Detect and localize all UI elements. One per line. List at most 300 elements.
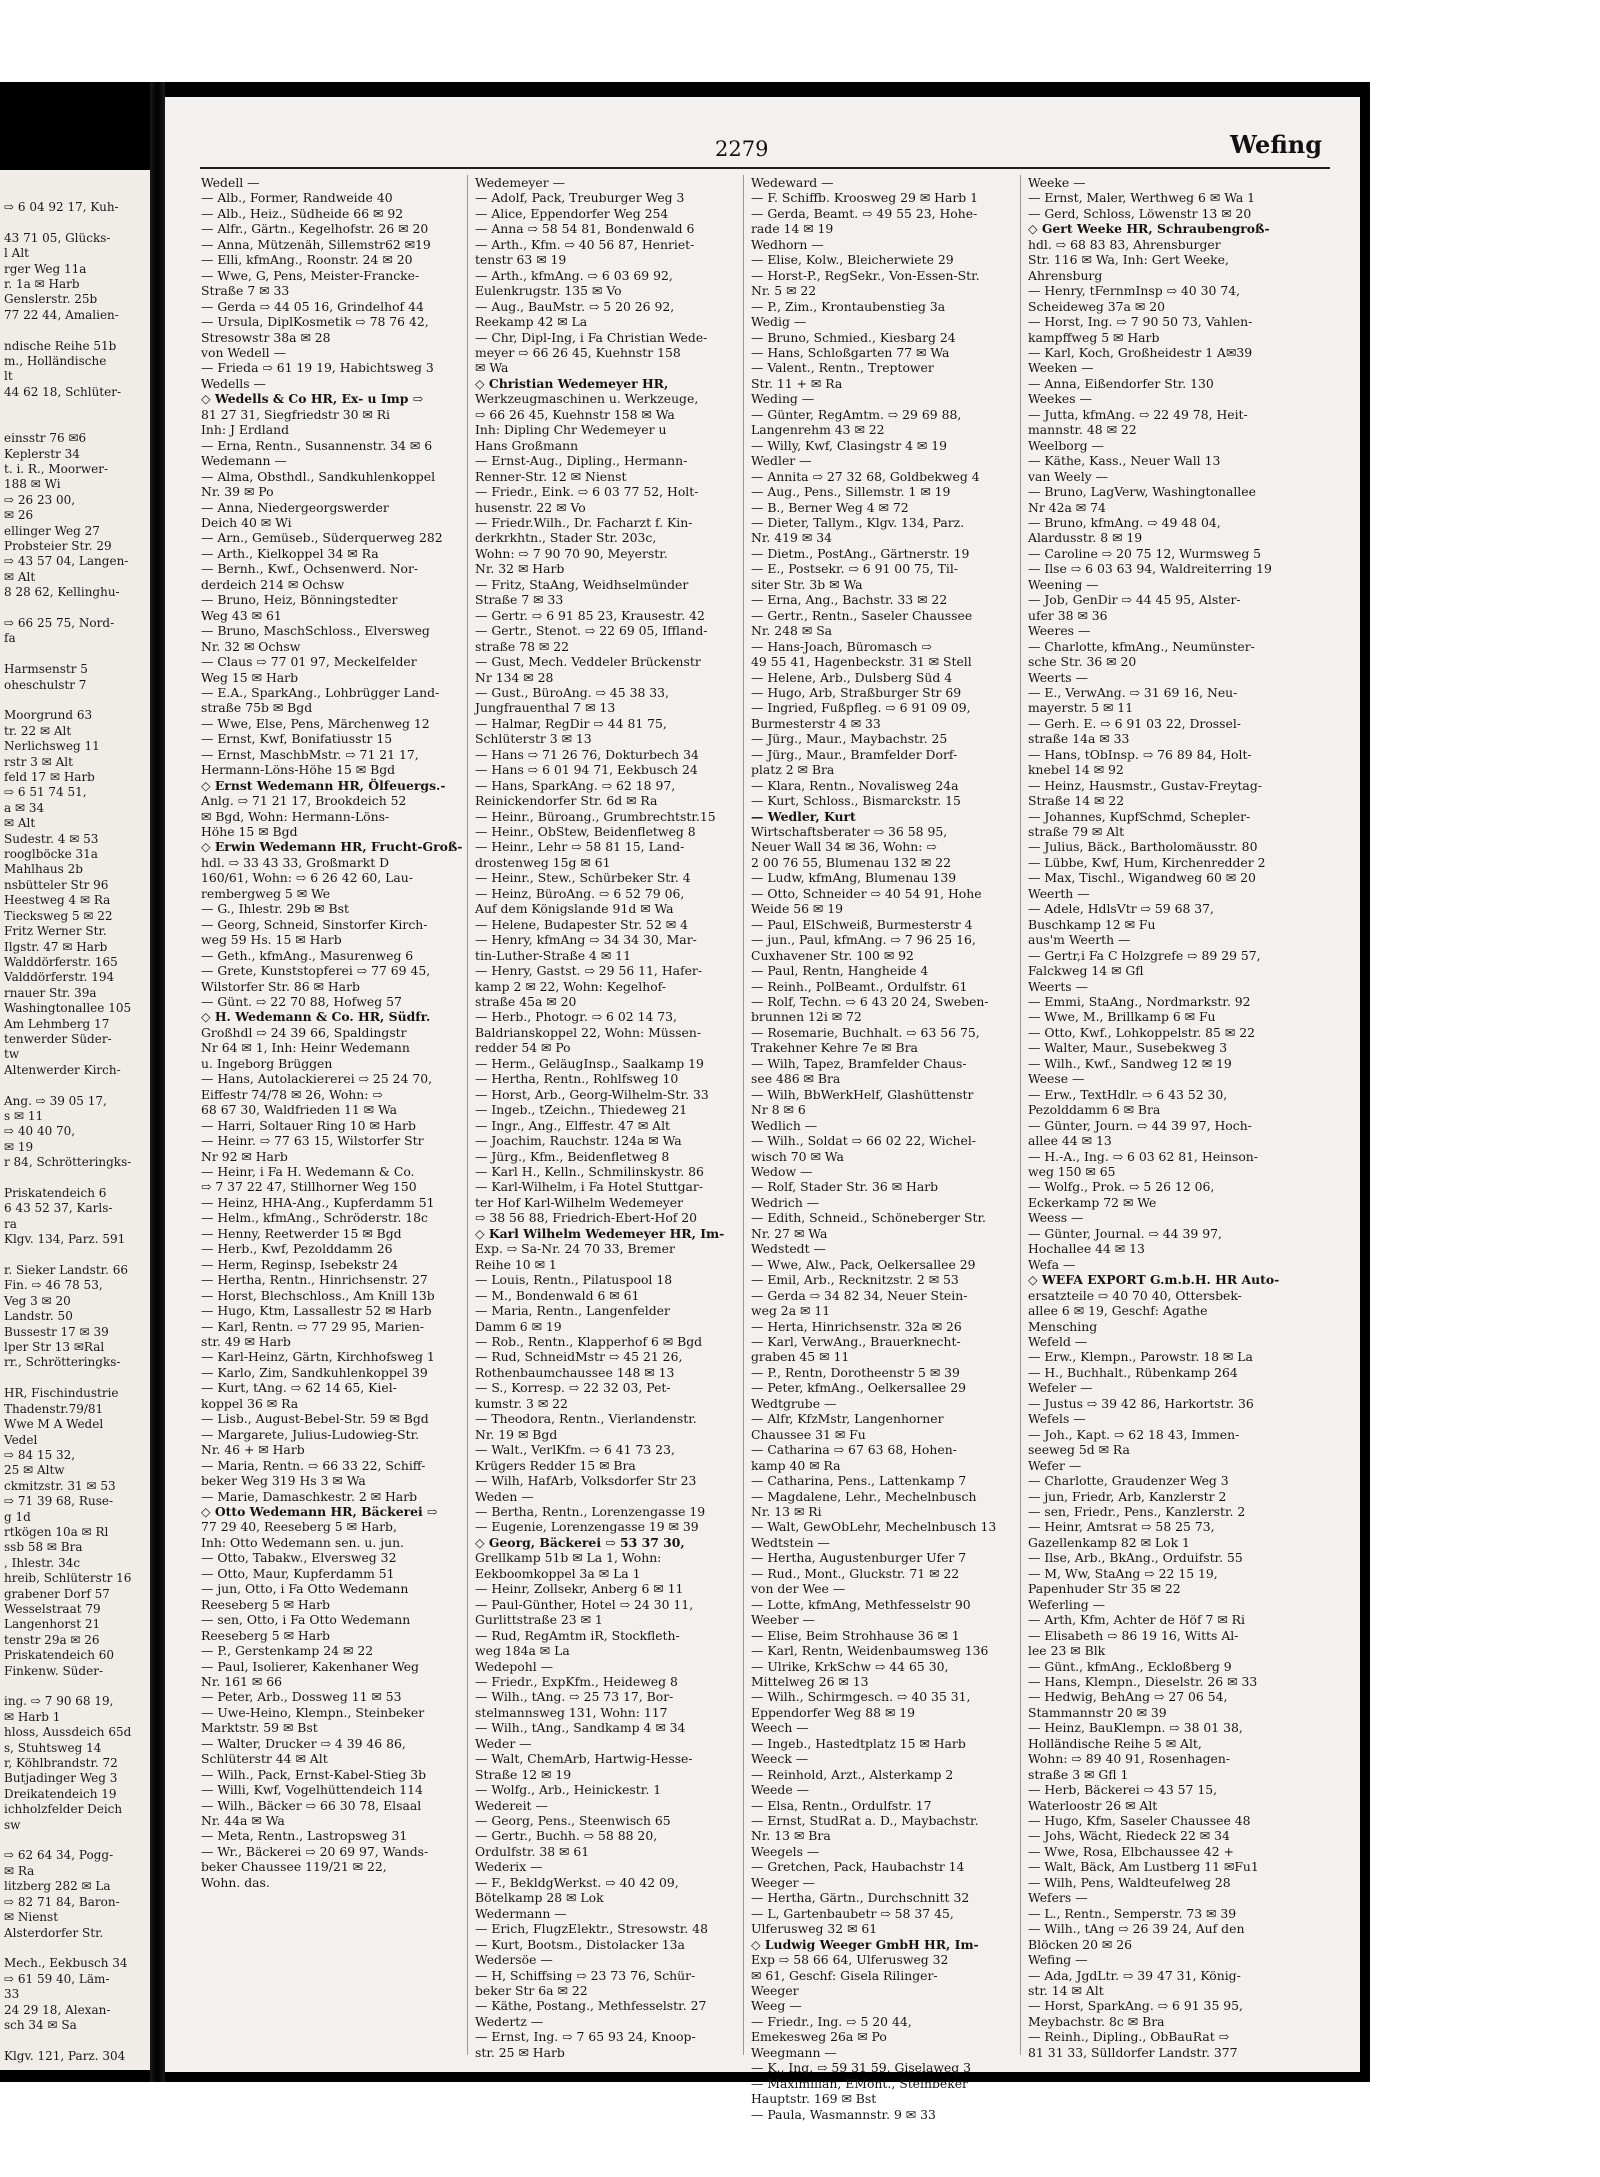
left-fragment-line: Finkenw. Süder- [4, 1663, 103, 1678]
left-fragment-line: Valddörferstr. 194 [4, 970, 115, 985]
directory-line: Wefer — [1028, 1457, 1082, 1473]
directory-line: — Heinr., ObStew, Beidenfletweg 8 [475, 824, 696, 840]
directory-line: — Wwe, M., Brillkamp 6 ✉ Fu [1028, 1009, 1216, 1025]
directory-line: Damm 6 ✉ 19 [475, 1318, 562, 1334]
directory-line: — H.-A., Ing. ⇨ 6 03 62 81, Heinson- [1028, 1148, 1258, 1164]
directory-line: — Günter, Journ. ⇨ 44 39 97, Hoch- [1028, 1117, 1252, 1133]
directory-line: — B., Berner Weg 4 ✉ 72 [751, 499, 909, 515]
directory-line: — Gerda ⇨ 44 05 16, Grindelhof 44 [201, 298, 424, 314]
left-fragment-line: s, Stuhtsweg 14 [4, 1740, 102, 1755]
directory-line: Reeseberg 5 ✉ Harb [201, 1627, 330, 1643]
directory-line: Ahrensburg [1028, 267, 1103, 283]
left-fragment-line: Sudestr. 4 ✉ 53 [4, 831, 99, 846]
directory-line: — Rosemarie, Buchhalt. ⇨ 63 56 75, [751, 1024, 980, 1040]
directory-line: Reekamp 42 ✉ La [475, 314, 588, 330]
directory-line: Nr. 32 ✉ Harb [475, 561, 565, 577]
directory-line: — H., Buchhalt., Rübenkamp 264 [1028, 1364, 1238, 1380]
directory-line: — E.A., SparkAng., Lohbrügger Land- [201, 684, 440, 700]
directory-line: — Rob., Rentn., Klapperhof 6 ✉ Bgd [475, 1333, 703, 1349]
directory-line: — E., Postsekr. ⇨ 6 91 00 75, Til- [751, 561, 959, 577]
column-divider [743, 175, 744, 2055]
directory-line: weg 184a ✉ La [475, 1643, 570, 1659]
directory-line: — Heinz, Hausmstr., Gustav-Freytag- [1028, 777, 1262, 793]
directory-line: Mittelweg 26 ✉ 13 [751, 1673, 869, 1689]
directory-line: husenstr. 22 ✉ Vo [475, 499, 586, 515]
left-fragment-line: tenwerder Süder- [4, 1031, 112, 1046]
directory-line: — Helene, Budapester Str. 52 ✉ 4 [475, 916, 688, 932]
left-fragment-line: grabener Dorf 57 [4, 1586, 110, 1601]
left-fragment-line: hreib, Schlüterstr 16 [4, 1571, 132, 1586]
left-fragment-line [4, 647, 150, 662]
left-fragment-line: rger Weg 11a [4, 261, 87, 276]
directory-line: Weide 56 ✉ 19 [751, 901, 844, 917]
directory-line: — P., Zim., Krontaubenstieg 3a [751, 298, 946, 314]
directory-line: ✉ 61, Geschf: Gisela Rilinger- [751, 1967, 938, 1983]
directory-line: Wirtschaftsberater ⇨ 36 58 95, [751, 824, 948, 840]
directory-line: tenstr 63 ✉ 19 [475, 252, 567, 268]
directory-line: — Uwe-Heino, Klempn., Steinbeker [201, 1704, 425, 1720]
directory-line: Holländische Reihe 5 ✉ Alt, [1028, 1735, 1202, 1751]
directory-line: — Klara, Rentn., Novalisweg 24a [751, 777, 959, 793]
directory-line: — Wedler, Kurt [751, 808, 856, 824]
directory-line: — Elise, Beim Strohhause 36 ✉ 1 [751, 1627, 960, 1643]
directory-line: — Walt, ChemArb, Hartwig-Hesse- [475, 1751, 693, 1767]
left-fragment-line: 25 ✉ Altw [4, 1463, 65, 1478]
directory-line: — Maria, Rentn. ⇨ 66 33 22, Schiff- [201, 1457, 426, 1473]
directory-line: Ulferusweg 32 ✉ 61 [751, 1921, 878, 1937]
directory-line: — Hedwig, BehAng ⇨ 27 06 54, [1028, 1689, 1228, 1705]
directory-line: brunnen 12i ✉ 72 [751, 1009, 862, 1025]
directory-line: beker Weg 319 Hs 3 ✉ Wa [201, 1473, 366, 1489]
directory-line: 77 29 40, Reeseberg 5 ✉ Harb, [201, 1519, 397, 1535]
directory-line: — Arth., kfmAng. ⇨ 6 03 69 92, [475, 267, 673, 283]
directory-line: siter Str. 3b ✉ Wa [751, 576, 863, 592]
directory-line: ◇ Gert Weeke HR, Schraubengroß- [1028, 221, 1270, 237]
directory-line: Krügers Redder 15 ✉ Bra [475, 1457, 636, 1473]
directory-line: — Peter, Arb., Dossweg 11 ✉ 53 [201, 1689, 402, 1705]
directory-line: — H, Schiffsing ⇨ 23 73 76, Schür- [475, 1967, 696, 1983]
directory-line: — Kurt, Schloss., Bismarckstr. 15 [751, 793, 961, 809]
directory-line: Wedersöe — [475, 1952, 553, 1968]
directory-line: — Bertha, Rentn., Lorenzengasse 19 [475, 1503, 706, 1519]
directory-line: — Gertr., Rentn., Saseler Chaussee [751, 607, 973, 623]
directory-line: Weede — [751, 1782, 809, 1798]
directory-line: allee 44 ✉ 13 [1028, 1133, 1112, 1149]
left-fragment-line: r, Köhlbrandstr. 72 [4, 1756, 118, 1771]
directory-line: — sen, Friedr., Pens., Kanzlerstr. 2 [1028, 1503, 1246, 1519]
directory-line: Rothenbaumchaussee 148 ✉ 13 [475, 1364, 675, 1380]
directory-line: 49 55 41, Hagenbeckstr. 31 ✉ Stell [751, 654, 972, 670]
directory-line: Inh: Dipling Chr Wedemeyer u [475, 422, 667, 438]
directory-line: — Karl, Rentn. ⇨ 77 29 95, Marien- [201, 1318, 425, 1334]
directory-line: — Ursula, DiplKosmetik ⇨ 78 76 42, [201, 314, 429, 330]
directory-line: kamp 2 ✉ 22, Wohn: Kegelhof- [475, 978, 666, 994]
directory-line: ⇨ 38 56 88, Friedrich-Ebert-Hof 20 [475, 1210, 698, 1226]
directory-line: von der Wee — [751, 1581, 846, 1597]
left-fragment-line: Vedel [4, 1432, 38, 1447]
directory-line: — Rud., Mont., Gluckstr. 71 ✉ 22 [751, 1565, 960, 1581]
directory-line: Gazellenkamp 82 ✉ Lok 1 [1028, 1534, 1190, 1550]
directory-line: mayerstr. 5 ✉ 11 [1028, 700, 1134, 716]
page-number: 2279 [715, 137, 769, 161]
directory-line: — Gerh. E. ⇨ 6 91 03 22, Drossel- [1028, 715, 1241, 731]
directory-line: — Erich, FlugzElektr., Stresowstr. 48 [475, 1921, 708, 1937]
directory-line: Wohn: ⇨ 7 90 70 90, Meyerstr. [475, 545, 668, 561]
directory-line: Str. 11 + ✉ Ra [751, 375, 843, 391]
left-fragment-line [4, 601, 150, 616]
directory-line: — Max, Tischl., Wigandweg 60 ✉ 20 [1028, 870, 1256, 886]
left-fragment-line: ssb 58 ✉ Bra [4, 1540, 83, 1555]
directory-line: — Alb., Heiz., Südheide 66 ✉ 92 [201, 205, 404, 221]
left-fragment-line [4, 323, 150, 338]
directory-line: — Emil, Arb., Recknitzstr. 2 ✉ 53 [751, 1272, 959, 1288]
directory-line: — Bruno, Heiz, Bönningstedter [201, 592, 398, 608]
directory-line: Wedler — [751, 453, 812, 469]
directory-line: seeweg 5d ✉ Ra [1028, 1442, 1130, 1458]
directory-line: — Karl, Rentn, Weidenbaumsweg 136 [751, 1643, 989, 1659]
directory-line: — Walt, Bäck, Am Lustberg 11 ✉Fu1 [1028, 1859, 1259, 1875]
directory-line: — Ingr., Ang., Elffestr. 47 ✉ Alt [475, 1117, 671, 1133]
directory-line: — Walter, Drucker ⇨ 4 39 46 86, [201, 1735, 406, 1751]
directory-line: — Hans ⇨ 71 26 76, Dokturbech 34 [475, 746, 699, 762]
directory-line: — Günter, Journal. ⇨ 44 39 97, [1028, 1225, 1222, 1241]
directory-line: Pezolddamm 6 ✉ Bra [1028, 1102, 1161, 1118]
directory-line: — Louis, Rentn., Pilatuspool 18 [475, 1272, 673, 1288]
left-fragment-line: einsstr 76 ✉6 [4, 431, 87, 446]
directory-line: — Paul, ElSchweiß, Burmesterstr 4 [751, 916, 973, 932]
directory-line: Scheideweg 37a ✉ 20 [1028, 298, 1165, 314]
directory-line: — Chr, Dipl-Ing, i Fa Christian Wede- [475, 329, 708, 345]
directory-line: — Heinr., Stew., Schürbeker Str. 4 [475, 870, 691, 886]
left-fragment-line: ✉ Ra [4, 1863, 35, 1878]
left-fragment-line: Walddörferstr. 165 [4, 954, 118, 969]
directory-line: Anlg. ⇨ 71 21 17, Brookdeich 52 [201, 793, 407, 809]
directory-line: Weeber — [751, 1612, 815, 1628]
left-fragment-line: Alsterdorfer Str. [4, 1925, 104, 1940]
directory-line: — Wilh., tAng., Sandkamp 4 ✉ 34 [475, 1720, 686, 1736]
left-fragment-line: lt [4, 369, 13, 384]
directory-line: — Erna, Rentn., Susannenstr. 34 ✉ 6 [201, 437, 433, 453]
directory-line: Ordulfstr. 38 ✉ 61 [475, 1843, 590, 1859]
directory-line: Nr 92 ✉ Harb [201, 1148, 288, 1164]
directory-line: — Wolfg., Prok. ⇨ 5 26 12 06, [1028, 1179, 1215, 1195]
left-fragment-line: Washingtonallee 105 [4, 1001, 132, 1016]
directory-line: — Wilh, BbWerkHelf, Glashüttenstr [751, 1086, 974, 1102]
directory-line: — Hans ⇨ 6 01 94 71, Eekbusch 24 [475, 762, 698, 778]
directory-line: Wefers — [1028, 1890, 1088, 1906]
directory-line: Inh: J Erdland [201, 422, 290, 438]
directory-line: — Ludw, kfmAng, Blumenau 139 [751, 870, 957, 886]
left-fragment-line [4, 1371, 150, 1386]
directory-line: Wedstedt — [751, 1241, 826, 1257]
left-fragment-line: 24 29 18, Alexan- [4, 2002, 111, 2017]
directory-line: Reeseberg 5 ✉ Harb [201, 1596, 330, 1612]
left-fragment-line: ⇨ 43 57 04, Langen- [4, 554, 129, 569]
left-fragment-line: nsbütteler Str 96 [4, 877, 109, 892]
directory-line: — jun, Friedr, Arb, Kanzlerstr 2 [1028, 1488, 1227, 1504]
directory-line: — Wilh, Tapez, Bramfelder Chaus- [751, 1055, 967, 1071]
directory-line: — Gerda, Beamt. ⇨ 49 55 23, Hohe- [751, 205, 978, 221]
directory-line: — Wwe, Alw., Pack, Oelkersallee 29 [751, 1256, 976, 1272]
directory-line: Wefeler — [1028, 1380, 1093, 1396]
left-fragment-line: oheschulstr 7 [4, 677, 87, 692]
directory-line: — Rud, RegAmtm iR, Stockfleth- [475, 1627, 680, 1643]
directory-line: — Jutta, kfmAng. ⇨ 22 49 78, Heit- [1028, 406, 1248, 422]
left-fragment-line: Mahlhaus 2b [4, 862, 83, 877]
directory-line: — Hertha, Augustenburger Ufer 7 [751, 1550, 967, 1566]
directory-line: Schlüterstr 44 ✉ Alt [201, 1751, 328, 1767]
directory-line: — Wolfg., Arb., Heinickestr. 1 [475, 1782, 662, 1798]
directory-line: Nr. 161 ✉ 66 [201, 1673, 282, 1689]
directory-line: wisch 70 ✉ Wa [751, 1148, 844, 1164]
left-fragment-line: l Alt [4, 246, 29, 261]
directory-line: — Gertr., Stenot. ⇨ 22 69 05, Iffland- [475, 623, 708, 639]
directory-line: — Gertr., Buchh. ⇨ 58 88 20, [475, 1828, 658, 1844]
directory-line: — Walt, GewObLehr, Mechelnbusch 13 [751, 1519, 997, 1535]
directory-line: str. 14 ✉ Alt [1028, 1983, 1104, 1999]
directory-line: — Alfr., Gärtn., Kegelhofstr. 26 ✉ 20 [201, 221, 429, 237]
directory-line: ✉ Bgd, Wohn: Hermann-Löns- [201, 808, 390, 824]
directory-line: Stammannstr 20 ✉ 39 [1028, 1704, 1167, 1720]
directory-line: ◇ WEFA EXPORT G.m.b.H. HR Auto- [1028, 1272, 1280, 1288]
directory-line: knebel 14 ✉ 92 [1028, 762, 1124, 778]
directory-line: — Wwe, Rosa, Elbchaussee 42 + [1028, 1843, 1234, 1859]
directory-line: — Heinr, Zollsekr, Anberg 6 ✉ 11 [475, 1581, 684, 1597]
directory-line: — Fritz, StaAng, Weidhselmünder [475, 576, 689, 592]
directory-line: Nr. 13 ✉ Bra [751, 1828, 831, 1844]
directory-line: Nr. 5 ✉ 22 [751, 283, 817, 299]
directory-line: straße 78 ✉ 22 [475, 638, 569, 654]
directory-line: — Margarete, Julius-Ludowieg-Str. [201, 1426, 420, 1442]
directory-line: — Bruno, MaschSchloss., Elversweg [201, 623, 430, 639]
directory-line: — Otto, Tabakw., Elversweg 32 [201, 1550, 397, 1566]
left-fragment-line: Keplerstr 34 [4, 446, 80, 461]
left-fragment-line: ellinger Weg 27 [4, 523, 100, 538]
directory-line: Weder — [475, 1735, 532, 1751]
directory-line: Wefing — [1028, 1952, 1088, 1968]
directory-line: Weegels — [751, 1843, 820, 1859]
directory-line: — Walter, Maur., Susebekweg 3 [1028, 1040, 1228, 1056]
directory-line: — Hans, Klempn., Dieselstr. 26 ✉ 33 [1028, 1673, 1258, 1689]
left-fragment-line: g 1d [4, 1509, 31, 1524]
left-fragment-line: r 84, Schrötteringks- [4, 1155, 132, 1170]
left-fragment-line: ⇨ 66 25 75, Nord- [4, 615, 115, 630]
left-fragment-line: Genslerstr. 25b [4, 292, 98, 307]
directory-line: weg 150 ✉ 65 [1028, 1164, 1116, 1179]
directory-line: Eekboomkoppel 3a ✉ La 1 [475, 1565, 641, 1581]
left-fragment-line: 33 [4, 1987, 20, 2002]
directory-line: von Wedell — [201, 344, 286, 360]
directory-line: lee 23 ✉ Blk [1028, 1643, 1106, 1659]
left-fragment-line: Probsteier Str. 29 [4, 538, 112, 553]
directory-line: Waterloostr 26 ✉ Alt [1028, 1797, 1158, 1813]
directory-line: — Hans, Schloßgarten 77 ✉ Wa [751, 344, 950, 360]
running-title: Wefing [1230, 130, 1322, 159]
directory-line: tin-Luther-Straße 4 ✉ 11 [475, 947, 631, 963]
directory-line: rade 14 ✉ 19 [751, 221, 834, 237]
directory-line: derkrkhtn., Stader Str. 203c, [475, 530, 657, 546]
directory-line: Wedow — [751, 1164, 813, 1179]
directory-line: — F., BekldgWerkst. ⇨ 40 42 09, [475, 1874, 679, 1890]
left-fragment-line: 8 28 62, Kellinghu- [4, 585, 120, 600]
directory-line: kampffweg 5 ✉ Harb [1028, 329, 1160, 345]
directory-line: — Ernst, Maler, Werthweg 6 ✉ Wa 1 [1028, 190, 1256, 206]
left-fragment-line: ichholzfelder Deich [4, 1802, 123, 1817]
directory-line: Wedereit — [475, 1797, 548, 1813]
directory-line: — Bruno, LagVerw, Washingtonallee [1028, 484, 1256, 500]
directory-line: — Elsa, Rentn., Ordulfstr. 17 [751, 1797, 932, 1813]
directory-line: — Joh., Kapt. ⇨ 62 18 43, Immen- [1028, 1426, 1240, 1442]
directory-line: Emekesweg 26a ✉ Po [751, 2029, 887, 2045]
directory-line: — Peter, kfmAng., Oelkersallee 29 [751, 1380, 966, 1396]
left-fragment-line: Moorgrund 63 [4, 708, 93, 723]
directory-line: — Wilh., Bäcker ⇨ 66 30 78, Elsaal [201, 1797, 422, 1813]
directory-line: — Gretchen, Pack, Haubachstr 14 [751, 1859, 965, 1875]
left-fragment-line [4, 1248, 150, 1263]
directory-line: — Ingeb., Hastedtplatz 15 ✉ Harb [751, 1735, 966, 1751]
directory-line: — Johannes, KupfSchmd, Schepler- [1028, 808, 1251, 824]
directory-line: Str. 116 ✉ Wa, Inh: Gert Weeke, [1028, 252, 1229, 268]
directory-line: Mensching [1028, 1318, 1098, 1334]
directory-line: — Friedr., ExpKfm., Heideweg 8 [475, 1673, 678, 1689]
directory-line: koppel 36 ✉ Ra [201, 1395, 299, 1411]
directory-line: ufer 38 ✉ 36 [1028, 607, 1108, 623]
directory-line: Weening — [1028, 576, 1099, 592]
directory-line: — Dieter, Tallym., Klgv. 134, Parz. [751, 514, 965, 530]
directory-line: — Charlotte, kfmAng., Neumünster- [1028, 638, 1255, 654]
directory-line: beker Str 6a ✉ 22 [475, 1983, 588, 1999]
directory-line: Alardusstr. 8 ✉ 19 [1028, 530, 1143, 546]
directory-line: Wefa — [1028, 1256, 1076, 1272]
directory-line: meyer ⇨ 66 26 45, Kuehnstr 158 [475, 344, 681, 360]
directory-line: — Heinz, HHA-Ang., Kupferdamm 51 [201, 1194, 435, 1210]
directory-line: — Wilh, Pens, Waldteufelweg 28 [1028, 1874, 1231, 1890]
directory-line: — Anna, Niedergeorgswerder [201, 499, 389, 515]
directory-line: Wedertz — [475, 2013, 544, 2029]
directory-line: — Willy, Kwf, Clasingstr 4 ✉ 19 [751, 437, 948, 453]
left-fragment-line: Langenhorst 21 [4, 1617, 101, 1632]
left-fragment-line: Heestweg 4 ✉ Ra [4, 893, 111, 908]
directory-line: Wohn: ⇨ 89 40 91, Rosenhagen- [1028, 1751, 1231, 1767]
directory-line: — Alb., Former, Randweide 40 [201, 190, 393, 206]
directory-line: — Caroline ⇨ 20 75 12, Wurmsweg 5 [1028, 545, 1262, 561]
directory-line: — Willi, Kwf, Vogelhüttendeich 114 [201, 1782, 423, 1798]
directory-line: see 486 ✉ Bra [751, 1071, 841, 1087]
left-fragment-line: 6 43 52 37, Karls- [4, 1201, 113, 1216]
directory-line: — Friedr.Wilh., Dr. Facharzt f. Kin- [475, 514, 693, 530]
directory-line: — Karl-Wilhelm, i Fa Hotel Stuttgar- [475, 1179, 704, 1195]
directory-line: Weerth — [1028, 885, 1090, 901]
directory-line: — Reinh., PolBeamt., Ordulfstr. 61 [751, 978, 968, 994]
directory-line: weg 59 Hs. 15 ✉ Harb [201, 932, 342, 948]
directory-line: — Geth., kfmAng., Masurenweg 6 [201, 947, 414, 963]
directory-line: — Johs, Wächt, Riedeck 22 ✉ 34 [1028, 1828, 1230, 1844]
left-fragment-line [4, 1171, 150, 1186]
left-fragment-line: a ✉ 34 [4, 800, 45, 815]
left-fragment-line: Ilgstr. 47 ✉ Harb [4, 939, 108, 954]
directory-line: graben 45 ✉ 11 [751, 1349, 850, 1365]
directory-line: — Walt., VerlKfm. ⇨ 6 41 73 23, [475, 1442, 675, 1458]
directory-line: Wedell — [201, 175, 260, 190]
left-fragment-line: Ang. ⇨ 39 05 17, [4, 1093, 107, 1108]
directory-line: — Wwe, Else, Pens, Märchenweg 12 [201, 715, 430, 731]
directory-line: platz 2 ✉ Bra [751, 762, 835, 778]
left-fragment-line: r. Sieker Landstr. 66 [4, 1263, 128, 1278]
left-fragment-line [4, 1078, 150, 1093]
directory-line: Inh: Otto Wedemann sen. u. jun. [201, 1534, 404, 1550]
left-fragment-line: rstr 3 ✉ Alt [4, 754, 73, 769]
directory-line: — Catharina ⇨ 67 63 68, Hohen- [751, 1442, 957, 1458]
directory-line: Weeg — [751, 1998, 802, 2014]
directory-line: Nr. 44a ✉ Wa [201, 1813, 285, 1829]
directory-line: — Joachim, Rauchstr. 124a ✉ Wa [475, 1133, 682, 1149]
directory-line: Wefels — [1028, 1411, 1086, 1427]
directory-line: ter Hof Karl-Wilhelm Wedemeyer [475, 1194, 684, 1210]
directory-line: — Heinr, Amtsrat ⇨ 58 25 73, [1028, 1519, 1215, 1535]
directory-line: — Marie, Damaschkestr. 2 ✉ Harb [201, 1488, 418, 1504]
directory-line: — Valent., Rentn., Treptower [751, 360, 934, 376]
directory-line: — Justus ⇨ 39 42 86, Harkortstr. 36 [1028, 1395, 1254, 1411]
directory-line: — Wilh., tAng ⇨ 26 39 24, Auf den [1028, 1921, 1245, 1937]
left-fragment-line: Nerlichsweg 11 [4, 739, 100, 754]
directory-line: — Arth, Kfm, Achter de Höf 7 ✉ Ri [1028, 1612, 1245, 1628]
directory-line: — Karl, Koch, Großheidestr 1 A✉39 [1028, 344, 1253, 360]
directory-line: — Gertr,i Fa C Holzgrefe ⇨ 89 29 57, [1028, 947, 1261, 963]
left-fragment-line: sw [4, 1817, 21, 1832]
directory-line: — Henry, Gastst. ⇨ 29 56 11, Hafer- [475, 963, 703, 979]
directory-line: — Heinr, i Fa H. Wedemann & Co. [201, 1164, 415, 1179]
directory-line: Meybachstr. 8c ✉ Bra [1028, 2013, 1165, 2029]
left-fragment-line: Klgv. 121, Parz. 304 [4, 2048, 126, 2063]
directory-line: Hauptstr. 169 ✉ Bst [751, 2091, 877, 2107]
directory-line: Weeres — [1028, 623, 1091, 639]
directory-line: — Friedr., Ing. ⇨ 5 20 44, [751, 2013, 912, 2029]
directory-line: Nr 64 ✉ 1, Inh: Heinr Wedemann [201, 1040, 410, 1056]
directory-line: Nr. 27 ✉ Wa [751, 1225, 828, 1241]
left-fragment-line: 43 71 05, Glücks- [4, 230, 111, 245]
directory-line: — Halmar, RegDir ⇨ 44 81 75, [475, 715, 667, 731]
left-fragment-line: Wesselstraat 79 [4, 1601, 101, 1616]
directory-line: allee 6 ✉ 19, Geschf: Agathe [1028, 1303, 1208, 1319]
directory-line: Weeken — [1028, 360, 1094, 376]
directory-line: — Meta, Rentn., Lastropsweg 31 [201, 1828, 408, 1844]
directory-line: Wefeld — [1028, 1333, 1088, 1349]
left-fragment-line: ndische Reihe 51b [4, 338, 117, 353]
directory-line: — Kurt, Bootsm., Distolacker 13a [475, 1936, 685, 1952]
left-fragment-line [4, 400, 150, 415]
column-divider [1020, 175, 1021, 2055]
left-fragment-line: Bussestr 17 ✉ 39 [4, 1324, 109, 1339]
left-fragment-line: ⇨ 6 51 74 51, [4, 785, 87, 800]
left-fragment-line: t. i. R., Moorwer- [4, 461, 109, 476]
directory-line: Nr 42a ✉ 74 [1028, 499, 1106, 515]
left-fragment-line: tw [4, 1047, 20, 1062]
directory-line: Eckerkamp 72 ✉ We [1028, 1194, 1157, 1210]
left-fragment-line: fa [4, 631, 16, 646]
directory-line: Eppendorfer Weg 88 ✉ 19 [751, 1704, 916, 1720]
left-fragment-line [4, 1679, 150, 1694]
directory-line: Wohn. das. [201, 1874, 270, 1890]
directory-line: — Heinr. ⇨ 77 63 15, Wilstorfer Str [201, 1133, 424, 1149]
directory-line: straße 3 ✉ Gfl 1 [1028, 1766, 1129, 1782]
directory-line: Weerts — [1028, 669, 1088, 685]
left-fragment-line: Fritz Werner Str. [4, 924, 107, 939]
directory-line: — Heinz, BüroAng. ⇨ 6 52 79 06, [475, 885, 685, 901]
directory-line: Trakehner Kehre 7e ✉ Bra [751, 1040, 918, 1056]
left-fragment-line: ✉ Alt [4, 569, 36, 584]
directory-line: Nr. 32 ✉ Ochsw [201, 638, 301, 654]
directory-line: Wedells — [201, 375, 266, 391]
